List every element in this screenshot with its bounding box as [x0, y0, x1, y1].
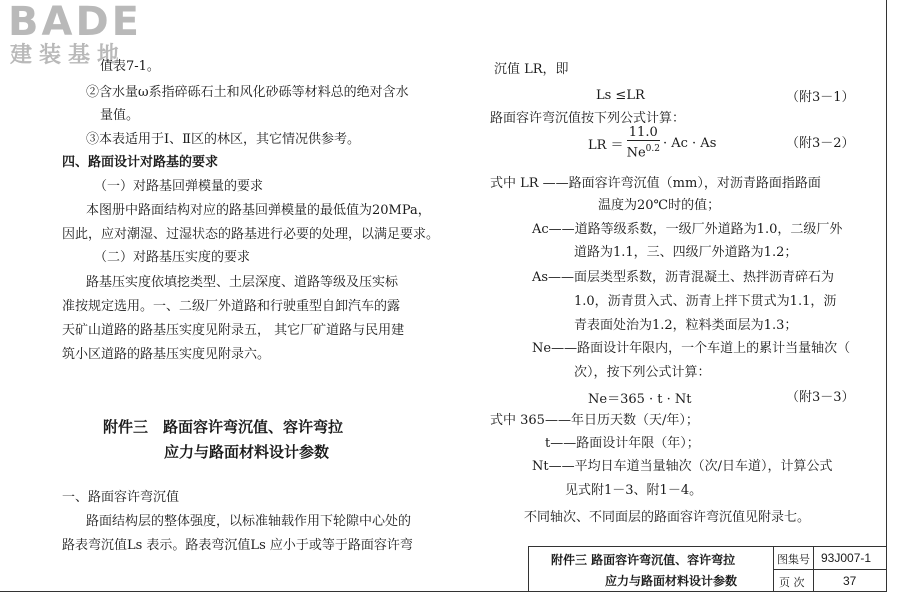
text-line: Ne——路面设计年限内，一个车道上的累计当量轴次（ — [532, 341, 851, 356]
text-line: 道路为1.1，三、四级厂外道路为1.2； — [574, 245, 798, 260]
text-line: 路面结构层的整体强度，以标准轴载作用下轮隙中心处的 — [86, 514, 412, 529]
subsection-heading: （一）对路基回弹模量的要求 — [94, 179, 264, 194]
formula-2-den-base: Ne — [626, 145, 646, 161]
text-line: 本图册中路面结构对应的路基回弹模量的最低值为20MPa， — [86, 203, 431, 218]
text-line: 见式附1－3、附1－4。 — [565, 483, 703, 498]
text-line: 准按规定选用。一、二级厂外道路和行驶重型自卸汽车的露 — [62, 299, 401, 314]
watermark-logo: BADE — [8, 0, 142, 45]
atlas-number-value: 93J007-1 — [821, 551, 872, 565]
appendix-heading-line2: 应力与路面材料设计参数 — [164, 443, 330, 461]
formula-2-fraction — [627, 126, 660, 161]
section-heading: 一、路面容许弯沉值 — [62, 490, 180, 505]
text-line: 值表7-1。 — [100, 59, 160, 74]
atlas-number-label: 图集号 — [777, 553, 810, 566]
title-block-title: 附件三 路面容许弯沉值、容许弯拉 — [551, 553, 736, 567]
text-line: 式中 365——年日历天数（天/年）； — [490, 413, 699, 428]
formula-1: Ls ≤LR — [596, 88, 645, 103]
text-line: 路基压实度依填挖类型、土层深度、道路等级及压实标 — [86, 275, 399, 290]
text-line: ③本表适用于Ⅰ、Ⅱ区的林区，其它情况供参考。 — [86, 132, 360, 147]
text-line: 不同轴次、不同面层的路面容许弯沉值见附录七。 — [524, 510, 811, 525]
text-line: 1.0，沥青贯入式、沥青上拌下贯式为1.1，沥 — [574, 294, 837, 309]
formula-3: Ne＝365 · t · Nt — [588, 392, 692, 407]
formula-2-numerator: 11.0 — [628, 125, 658, 140]
subsection-heading: （二）对路基压实度的要求 — [94, 250, 251, 265]
formula-number: （附3－3） — [786, 390, 855, 405]
text-line: 路表弯沉值Ls 表示。路表弯沉值Ls 应小于或等于路面容许弯 — [62, 538, 413, 553]
text-line: ②含水量ω系指碎砾石土和风化砂砾等材料总的绝对含水 — [86, 85, 409, 100]
text-line: 量值。 — [100, 108, 140, 123]
formula-number: （附3－1） — [786, 90, 855, 105]
formula-number: （附3－2） — [786, 136, 855, 151]
formula-2-rhs: · Ac · As — [662, 136, 717, 152]
text-line: 次），按下列公式计算： — [574, 365, 711, 380]
formula-2-exponent: 0.2 — [645, 144, 660, 154]
text-line: Nt——平均日车道当量轴次（次/日车道），计算公式 — [532, 459, 833, 474]
text-line: 路面容许弯沉值按下列公式计算： — [490, 111, 686, 126]
page-label: 页 次 — [779, 576, 805, 589]
page-number: 37 — [843, 574, 857, 588]
appendix-heading: 附件三 路面容许弯沉值、容许弯拉 — [103, 418, 344, 436]
text-line: 筑小区道路的路基压实度见附录六。 — [62, 347, 271, 362]
text-line: 沉值 LR，即 — [494, 62, 569, 77]
title-block — [528, 546, 887, 592]
formula-2 — [588, 126, 716, 161]
text-line: As——面层类型系数，沥青混凝土、热拌沥青碎石为 — [532, 270, 835, 285]
text-line: t——路面设计年限（年）； — [545, 436, 700, 451]
section-heading: 四、路面设计对路基的要求 — [62, 155, 219, 170]
text-line: Ac——道路等级系数，一级厂外道路为1.0，二级厂外 — [532, 222, 843, 237]
text-line: 式中 LR ——路面容许弯沉值（mm），对沥青路面指路面 — [490, 176, 821, 191]
title-block-title-line2: 应力与路面材料设计参数 — [605, 574, 738, 588]
text-line: 温度为20℃时的值； — [598, 198, 721, 213]
watermark-logo-chinese: 建装基地 — [10, 43, 127, 68]
title-block-divider — [773, 569, 887, 570]
text-line: 天矿山道路的路基压实度见附录五， 其它厂矿道路与民用建 — [62, 323, 405, 338]
formula-2-lhs: LR ＝ — [588, 138, 624, 154]
formula-2-denominator — [627, 141, 660, 161]
text-line: 青表面处治为1.2，粒料类面层为1.3； — [574, 318, 798, 333]
text-line: 因此，应对潮湿、过湿状态的路基进行必要的处理，以满足要求。 — [62, 227, 440, 242]
